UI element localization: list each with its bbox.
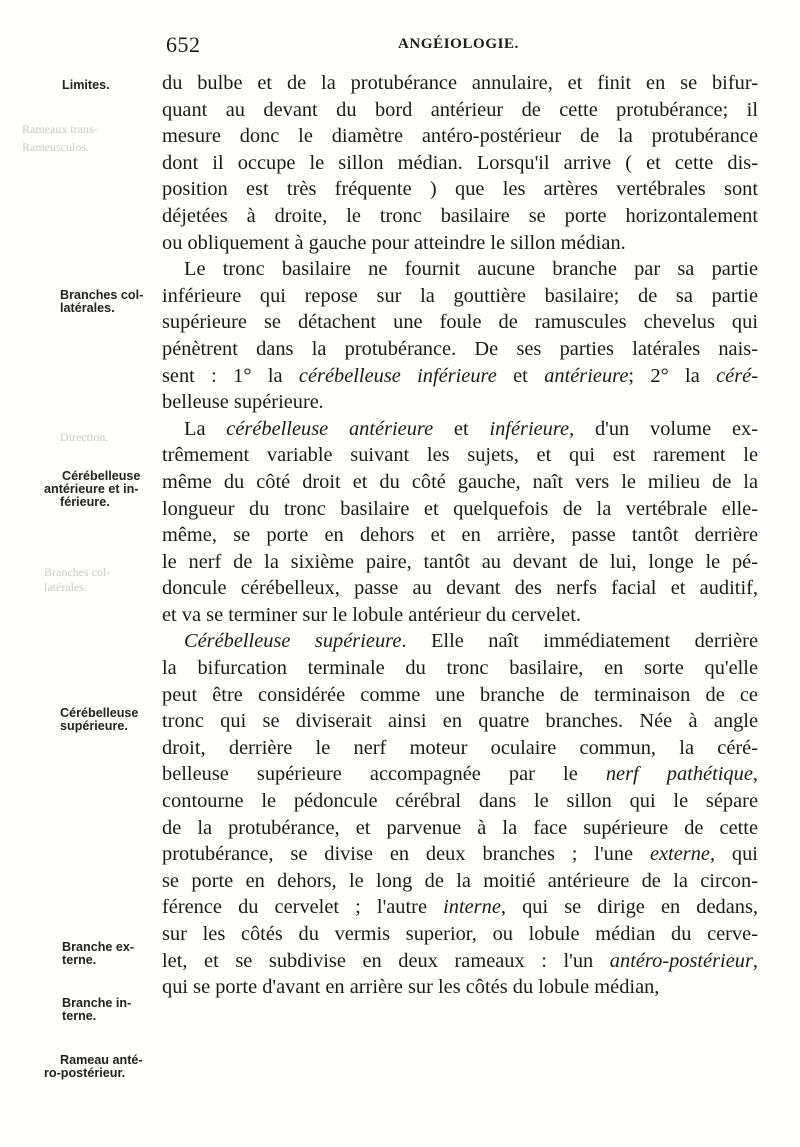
margin-note-cerebelleuse-anterieure [44, 469, 141, 509]
text-run: , qui se dirige en dedans, [500, 896, 758, 919]
running-head: ANGÉIOLOGIE. [398, 36, 519, 52]
text-line [162, 628, 758, 655]
text-line: contourne le pédoncule cérébral dans le sillon qui le sépare [162, 790, 758, 813]
italic-term: cérébelleuse inférieure [298, 364, 497, 387]
margin-note-branches-collaterales [60, 289, 143, 315]
margin-note-line: latérales. [60, 301, 115, 315]
text-line: doncule cérébelleux, passe au devant des nerfs facial et auditif, [162, 577, 758, 600]
text-line: qui se porte d'avant en arrière sur les côtés du lobule médian, [162, 976, 660, 999]
text-run: et [496, 364, 545, 387]
bleed-through-text: latérales. [44, 580, 87, 594]
margin-note-line: supérieure. [60, 719, 128, 733]
margin-note-line: Limites. [62, 78, 110, 92]
text-line: trêmement variable suivant les sujets, et qui est rarement le [162, 444, 758, 467]
margin-note-limites [62, 79, 110, 92]
margin-note-branche-interne [62, 997, 131, 1023]
italic-term: inférieure [489, 417, 570, 440]
text-line: déjetées à droite, le tronc basilaire se porte horizontalement [162, 204, 758, 227]
italic-term: interne [443, 896, 501, 919]
italic-term: . [318, 391, 324, 414]
text-run: ; 2° la [628, 364, 717, 387]
text-line: de la protubérance, et parvenue à la face supérieure de cette [162, 816, 758, 839]
text-line: ou obliquement à gauche pour atteindre le sillon médian. [162, 231, 626, 254]
body-text [162, 70, 758, 1001]
margin-note-line: Cérébelleuse [60, 706, 139, 720]
italic-term: céré- [716, 364, 758, 387]
margin-note-line: antérieure et in- [44, 482, 139, 496]
text-line [162, 948, 758, 975]
text-run: , [752, 763, 758, 786]
page-header [160, 30, 760, 58]
text-line [162, 894, 758, 921]
text-line: supérieure se détachent une foule de ramuscules chevelus qui [162, 311, 758, 334]
margin-note-rameau-antero-posterieur [44, 1054, 143, 1080]
margin-note-line: Branche in- [62, 996, 132, 1010]
text-line: position est très fréquente ) que les artères vertébrales sont [162, 178, 758, 201]
text-run: protubérance, se divise en deux branches ; l'une [162, 843, 650, 866]
margin-note-line: férieure. [60, 495, 110, 509]
text-run: , qui [709, 843, 758, 866]
bleed-through-text: Rameaux trans- [22, 122, 98, 136]
text-line: même du côté droit et du côté gauche, naît vers le milieu de la [162, 470, 758, 493]
margin-note-line: Cérébelleuse [62, 469, 141, 483]
text-line: sur les côtés du vermis superior, ou lobule médian du cerve- [162, 923, 758, 945]
bleed-through-text: Rameusculos. [22, 140, 89, 154]
text-line [162, 363, 758, 390]
text-run: et [433, 417, 490, 440]
italic-term: cérébelleuse antérieure [226, 417, 434, 440]
text-line: dont il occupe le sillon médian. Lorsqu'il arrive ( et cette dis- [162, 151, 758, 174]
text-line [162, 761, 758, 788]
text-line: la bifurcation terminale du tronc basilaire, en sorte qu'elle [162, 657, 758, 680]
text-line: du bulbe et de la protubérance annulaire, et finit en se bifur- [162, 72, 758, 94]
text-line: le nerf de la sixième paire, tantôt au devant de lui, longe le pé- [162, 550, 758, 573]
text-run: sent : 1° la [162, 364, 299, 387]
margin-note-branche-externe [62, 941, 134, 967]
text-line: Le tronc basilaire ne fournit aucune branche par sa partie [184, 258, 758, 281]
text-run: belleuse supérieure accompagnée par le [162, 763, 606, 786]
text-line: peut être considérée comme une branche de terminaison de ce [162, 683, 758, 706]
text-line: mesure donc le diamètre antéro-postérieur de la protubérance [162, 125, 758, 148]
text-line [162, 389, 758, 416]
margin-note-cerebelleuse-superieure [60, 707, 138, 733]
margin-note-line: terne. [62, 1009, 97, 1023]
margin-note-line: Rameau anté- [60, 1053, 143, 1067]
text-run: belleuse supérieure [162, 391, 319, 414]
italic-term: externe [649, 843, 710, 866]
text-line: droit, derrière le nerf moteur oculaire commun, la céré- [162, 736, 758, 759]
text-line: se porte en dehors, le long de la moitié antérieure de la circon- [162, 869, 758, 892]
text-run: La [184, 417, 227, 440]
text-run: . Elle naît immédiatement derrière [401, 630, 758, 653]
bleed-through-text: Direction. [60, 430, 109, 444]
margin-note-line: Branches col- [60, 288, 144, 302]
text-line: tronc qui se diviserait ainsi en quatre branches. Née à angle [162, 710, 758, 733]
italic-term: nerf pathétique [605, 763, 753, 786]
italic-term: antéro-postérieur [609, 949, 753, 972]
page-number: 652 [166, 32, 201, 57]
text-run: , [752, 949, 758, 972]
text-line: longueur du tronc basilaire et quelquefois de la vertébrale elle- [162, 497, 758, 520]
text-line: même, se porte en dehors et en arrière, passe tantôt derrière [162, 524, 758, 547]
margin-note-line: ro-postérieur. [44, 1066, 126, 1080]
text-line [162, 841, 758, 868]
bleed-through-text: Branches col- [44, 565, 111, 579]
text-line: inférieure qui repose sur la gouttière basilaire; de sa partie [162, 284, 758, 307]
text-line: et va se terminer sur le lobule antérieur du cervelet. [162, 603, 581, 626]
text-run: , d'un volume ex- [569, 417, 758, 440]
italic-term: antérieure [544, 364, 629, 387]
text-run: férence du cervelet ; l'autre [162, 896, 444, 919]
margin-note-line: terne. [62, 953, 97, 967]
text-line: quant au devant du bord antérieur de cette protubérance; il [162, 98, 758, 121]
text-line: pénètrent dans la protubérance. De ses parties latérales nais- [162, 337, 758, 360]
text-line [162, 416, 758, 443]
text-run: let, et se subdivise en deux rameaux : l'un [162, 949, 610, 972]
italic-term: Cérébelleuse supérieure [184, 630, 402, 653]
margin-note-line: Branche ex- [62, 940, 135, 954]
